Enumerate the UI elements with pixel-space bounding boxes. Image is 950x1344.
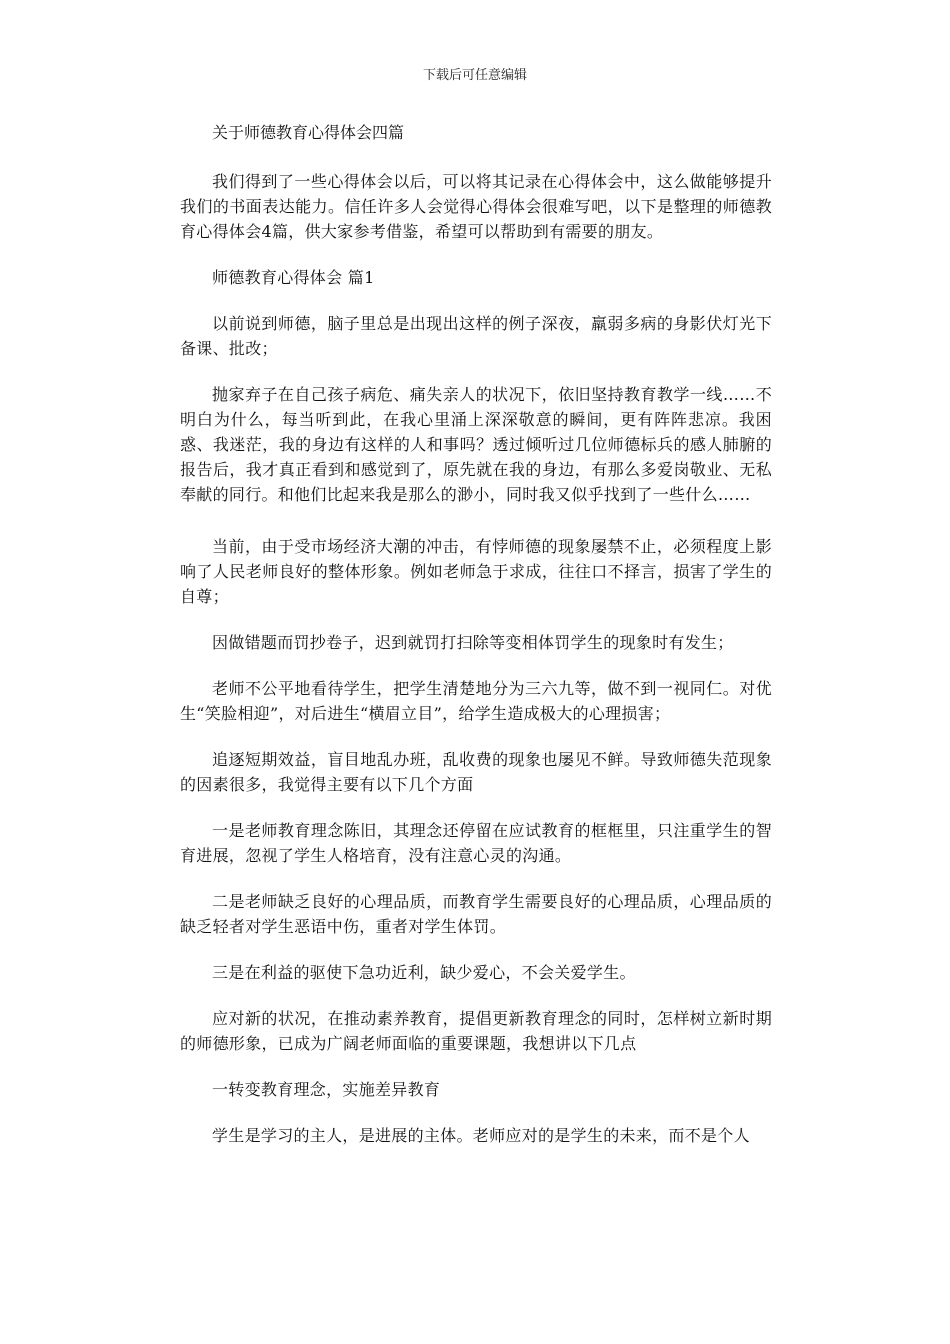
paragraph: 老师不公平地看待学生，把学生清楚地分为三六九等，做不到一视同仁。对优生“笑脸相迎”，对后进生“横眉立目”，给学生造成极大的心理损害； [180,679,772,723]
paragraph: 抛家弃子在自己孩子病危、痛失亲人的状况下，依旧坚持教育教学一线……不明白为什么，每当听到此，在我心里涌上深深敬意的瞬间，更有阵阵悲凉。我困惑、我迷茫，我的身边有这样的人和事吗？透过倾听过几位师德标兵的感人肺腑的报告后，我才真正看到和感觉到了，原先就在我的身边，有那么多爱岗敬业、无私奉献的同行。和他们比起来我是那么的渺小，同时我又似乎找到了一些什么…… [180,385,772,504]
document-body [180,120,772,1169]
paragraph: 学生是学习的主人，是进展的主体。老师应对的是学生的未来，而不是个人 [212,1126,750,1145]
paragraph-intro: 我们得到了一些心得体会以后，可以将其记录在心得体会中，这么做能够提升我们的书面表达能力。信任许多人会觉得心得体会很难写吧，以下是整理的师德教育心得体会4篇，供大家参考借鉴，希望可以帮助到有需要的朋友。 [180,172,772,241]
paragraph: 追逐短期效益，盲目地乱办班，乱收费的现象也屡见不鲜。导致师德失范现象的因素很多，我觉得主要有以下几个方面 [180,750,772,794]
document-title: 关于师德教育心得体会四篇 [212,123,405,142]
paragraph: 三是在利益的驱使下急功近利，缺少爱心，不会关爱学生。 [212,963,636,982]
paragraph: 一是老师教育理念陈旧，其理念还停留在应试教育的框框里，只注重学生的智育进展，忽视了学生人格培育，没有注意心灵的沟通。 [180,821,772,865]
section-heading: 师德教育心得体会 篇1 [212,268,375,287]
paragraph: 以前说到师德，脑子里总是出现出这样的例子深夜，羸弱多病的身影伏灯光下备课、批改； [180,314,772,358]
paragraph: 二是老师缺乏良好的心理品质，而教育学生需要良好的心理品质，心理品质的缺乏轻者对学生恶语中伤，重者对学生体罚。 [180,892,772,936]
subheading: 一转变教育理念，实施差异教育 [212,1080,441,1099]
paragraph: 当前，由于受市场经济大潮的冲击，有悖师德的现象屡禁不止，必须程度上影响了人民老师良好的整体形象。例如老师急于求成，往往口不择言，损害了学生的自尊； [180,537,772,606]
paragraph: 应对新的状况，在推动素养教育，提倡更新教育理念的同时，怎样树立新时期的师德形象，已成为广阔老师面临的重要课题，我想讲以下几点 [180,1009,772,1053]
download-note: 下载后可任意编辑 [422,68,527,83]
paragraph: 因做错题而罚抄卷子，迟到就罚打扫除等变相体罚学生的现象时有发生； [212,633,734,652]
